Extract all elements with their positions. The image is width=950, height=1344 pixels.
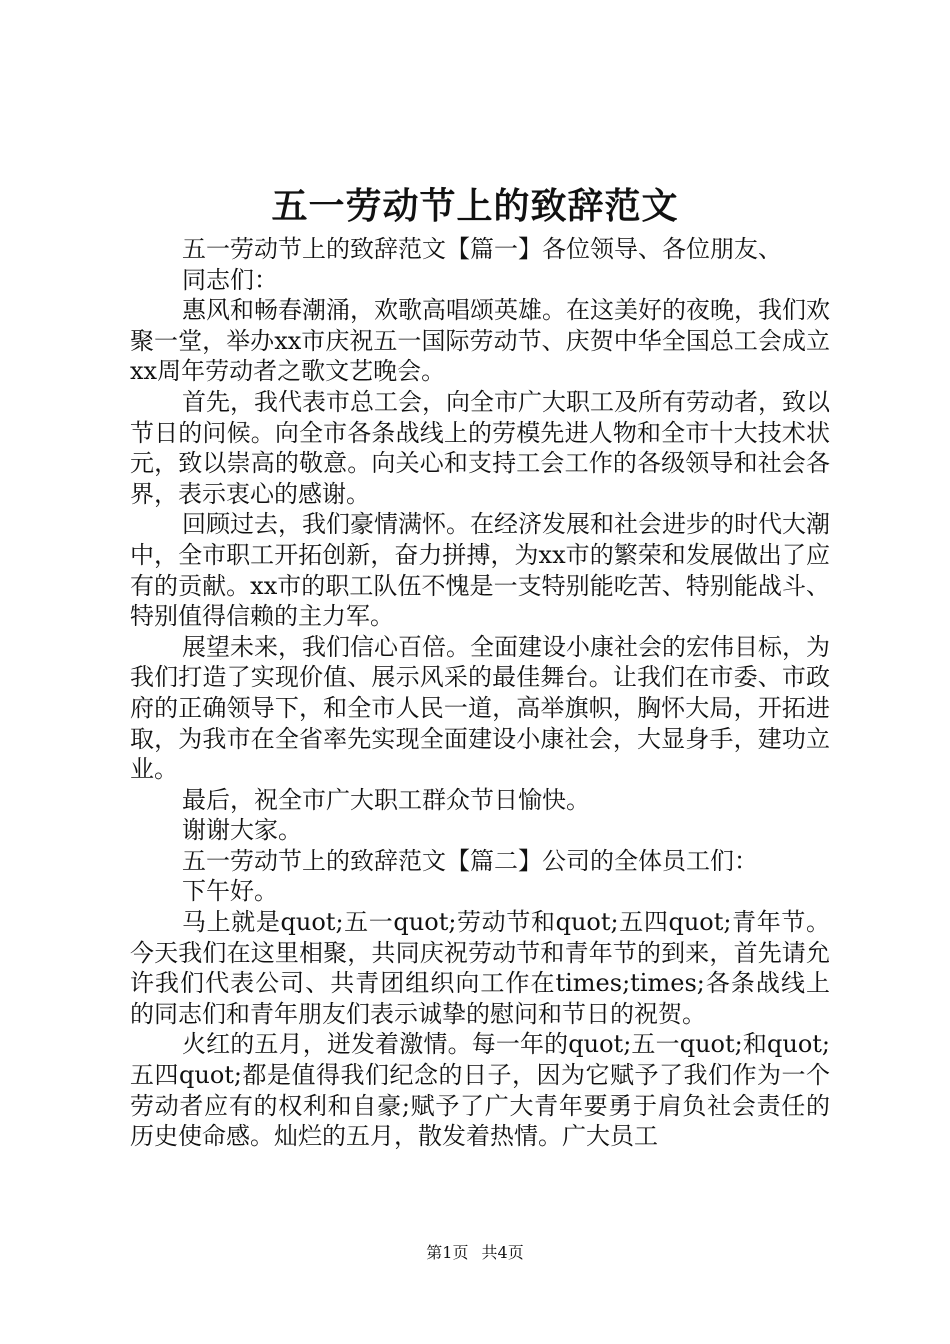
page-footer xyxy=(0,1242,950,1264)
document-body xyxy=(130,234,830,1152)
paragraph: 五一劳动节上的致辞范文【篇二】公司的全体员工们： xyxy=(182,846,758,875)
paragraph: 下午好。 xyxy=(182,877,278,906)
document-title: 五一劳动节上的致辞范文 xyxy=(271,185,679,227)
paragraph: 马上就是quot;五一quot;劳动节和quot;五四quot;青年节。今天我们在这里相聚，共同庆祝劳动节和青年节的到来，首先请允许我们代表公司、共青团组织向工作在times;times;各条战线上的同志们和青年朋友们表示诚挚的慰问和节日的祝贺。 xyxy=(130,908,830,1028)
paragraph: 首先，我代表市总工会，向全市广大职工及所有劳动者，致以节日的问候。向全市各条战线上的劳模先进人物和全市十大技术状元，致以崇高的敬意。向关心和支持工会工作的各级领导和社会各界，表示衷心的感谢。 xyxy=(130,387,830,508)
paragraph: 火红的五月，迸发着激情。每一年的quot;五一quot;和quot;五四quot;都是值得我们纪念的日子，因为它赋予了我们作为一个劳动者应有的权利和自豪;赋予了广大青年要勇于肩负社会责任的历史使命感。灿烂的五月，散发着热情。广大员工 xyxy=(130,1030,830,1151)
paragraph: 同志们： xyxy=(182,265,278,294)
page-total: 共4页 xyxy=(481,1243,524,1262)
paragraph: 回顾过去，我们豪情满怀。在经济发展和社会进步的时代大潮中，全市职工开拓创新，奋力拼搏，为xx市的繁荣和发展做出了应有的贡献。xx市的职工队伍不愧是一支特别能吃苦、特别能战斗、特别值得信赖的主力军。 xyxy=(130,510,830,631)
page-number: 第1页 xyxy=(426,1243,469,1262)
paragraph: 惠风和畅春潮涌，欢歌高唱颂英雄。在这美好的夜晚，我们欢聚一堂，举办xx市庆祝五一国际劳动节、庆贺中华全国总工会成立xx周年劳动者之歌文艺晚会。 xyxy=(130,296,830,386)
paragraph: 展望未来，我们信心百倍。全面建设小康社会的宏伟目标，为我们打造了实现价值、展示风采的最佳舞台。让我们在市委、市政府的正确领导下，和全市人民一道，高举旗帜，胸怀大局，开拓进取，为我市在全省率先实现全面建设小康社会，大显身手，建功立业。 xyxy=(130,632,830,784)
paragraph: 五一劳动节上的致辞范文【篇一】各位领导、各位朋友、 xyxy=(182,235,782,263)
paragraph: 谢谢大家。 xyxy=(182,816,302,845)
paragraph: 最后，祝全市广大职工群众节日愉快。 xyxy=(182,785,590,814)
